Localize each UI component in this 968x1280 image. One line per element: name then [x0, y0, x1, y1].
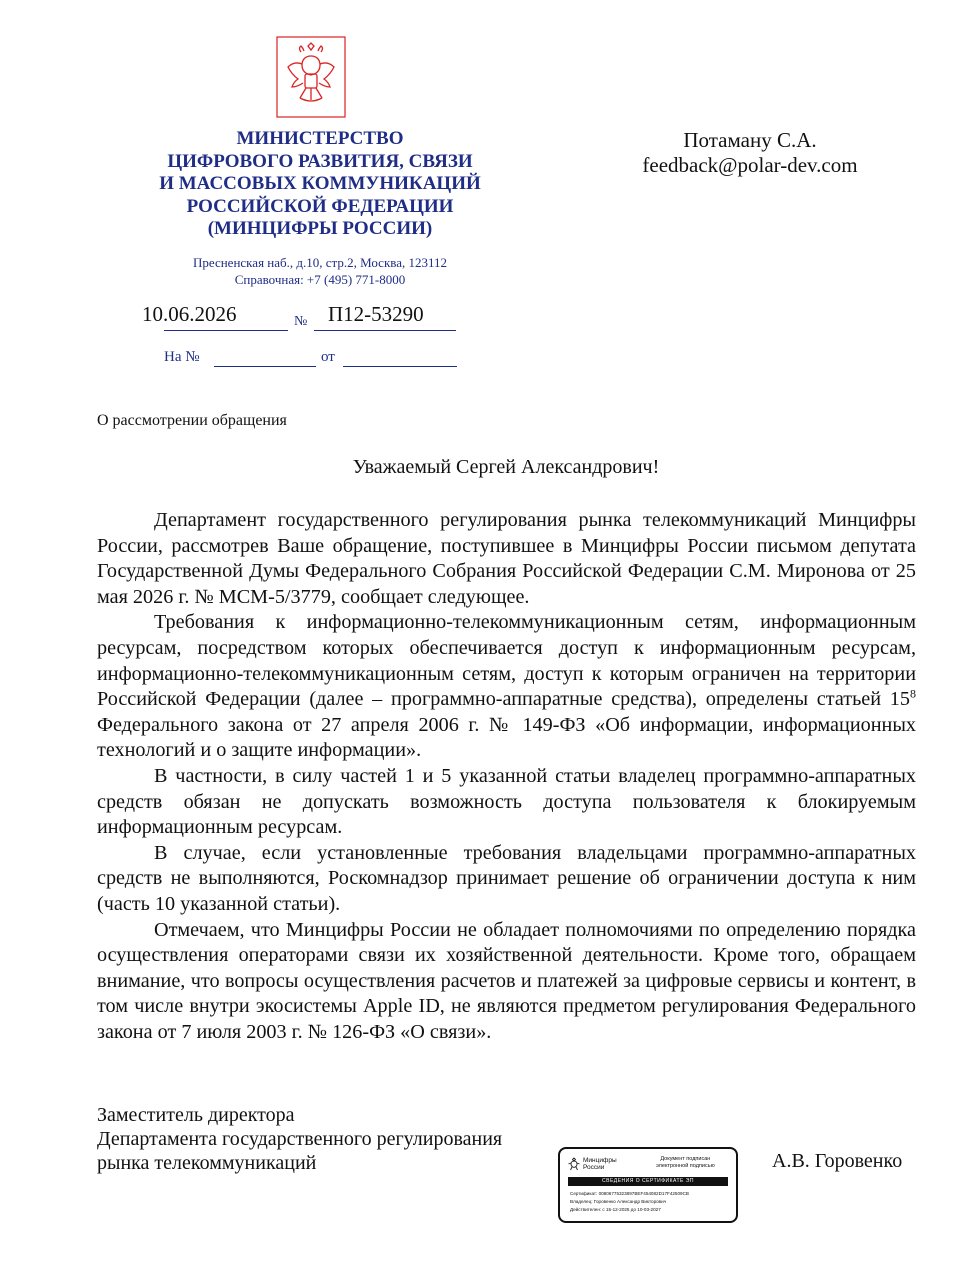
stamp-org	[583, 1157, 617, 1171]
ministry-line: И МАССОВЫХ КОММУНИКАЦИЙ	[159, 173, 481, 194]
date-underline	[164, 330, 288, 331]
address-line: Пресненская наб., д.10, стр.2, Москва, 123112	[192, 255, 448, 270]
stamp-doc-line: электронной подписью	[656, 1163, 715, 1169]
superscript: 8	[910, 686, 916, 701]
ministry-address	[110, 254, 530, 288]
emblem-icon	[568, 1157, 580, 1171]
registration-number: П12-53290	[328, 302, 424, 326]
position-line: Заместитель директора	[97, 1104, 295, 1126]
ministry-line: РОССИЙСКОЙ ФЕДЕРАЦИИ	[186, 195, 454, 217]
signatory-position	[97, 1103, 502, 1175]
stamp-doc-line: Документ подписан	[660, 1156, 711, 1162]
recipient-block	[600, 128, 900, 178]
owner-line: Владелец: Горовенко Александр Викторович	[570, 1199, 667, 1204]
body-paragraph: В частности, в силу частей 1 и 5 указанной статьи владелец программно-аппаратных средств обязан не допускать возможность доступа пользователя к блокируемым информационным ресурсам.	[97, 764, 916, 839]
number-sign: №	[294, 314, 308, 329]
stamp-details	[570, 1190, 689, 1214]
ministry-line: ЦИФРОВОГО РАЗВИТИЯ, СВЯЗИ	[167, 150, 473, 172]
position-line: Департамента государственного регулирования	[97, 1128, 503, 1150]
ministry-line: (МИНЦИФРЫ РОССИИ)	[207, 218, 433, 239]
stamp-title-bar: СВЕДЕНИЯ О СЕРТИФИКАТЕ ЭП	[568, 1177, 728, 1186]
signatory-name: А.В. Горовенко	[772, 1150, 903, 1172]
letter-body	[97, 508, 916, 1045]
phone-line: Справочная: +7 (495) 771-8000	[234, 272, 406, 287]
recipient-email: feedback@polar-dev.com	[642, 153, 858, 177]
reply-to-blank	[214, 366, 316, 367]
body-text: Федерального закона от 27 апреля 2006 г. № 149-ФЗ «Об информации, информационных технологий и о защите информации».	[97, 713, 916, 762]
body-paragraph	[97, 610, 916, 764]
body-paragraph: Департамент государственного регулирования рынка телекоммуникаций Минцифры России, рассмотрев Ваше обращение, поступившее в Минцифры России письмом депутата Государственной Думы Федерального Собрания Российской Федерации С.М. Миронова от 25 мая 2026 г. № МСМ-5/3779, сообщает следующее.	[97, 509, 916, 608]
stamp-org-line: Минцифры	[583, 1157, 617, 1164]
stamp-header	[568, 1155, 732, 1179]
registration-date: 10.06.2026	[142, 302, 237, 326]
certificate-line: Сертификат: 00806775323897BEF454082D17F42509CB	[570, 1191, 689, 1196]
ministry-line: МИНИСТЕРСТВО	[236, 128, 404, 149]
recipient-name: Потаману С.А.	[683, 128, 817, 152]
body-paragraph: Отмечаем, что Минцифры России не обладает полномочиями по определению порядка осуществления операторами связи их хозяйственной деятельности. Кроме того, обращаем внимание, что вопросы осуществления расчетов и платежей за цифровые сервисы и контент, в том числе внутри экосистемы Apple ID, не являются предметом регулирования Федерального закона от 7 июля 2003 г. № 126-ФЗ «О связи».	[97, 918, 916, 1043]
position-line: рынка телекоммуникаций	[97, 1152, 317, 1174]
greeting: Уважаемый Сергей Александрович!	[352, 456, 660, 478]
from-label: от	[321, 349, 335, 365]
body-paragraph: В случае, если установленные требования владельцами программно-аппаратных средств не выполняются, Роскомнадзор принимает решение об ограничении доступа к ним (часть 10 указанной статьи).	[97, 841, 916, 915]
coat-of-arms-icon	[276, 36, 346, 118]
stamp-org-line: России	[583, 1164, 605, 1171]
validity-line: Действителен: с 15-12-2025 до 10-03-2027	[570, 1207, 661, 1212]
from-blank	[343, 366, 457, 367]
reply-to-label: На №	[164, 349, 200, 365]
body-text: Требования к информационно-телекоммуникационным сетям, информационным ресурсам, посредством которых обеспечивается доступ к информационным ресурсам, информационно-телекоммуникационным сетям, доступ к которым ограничен на территории Российской Федерации (далее – программно-аппаратные средства), определены статьей 15	[97, 611, 916, 711]
electronic-signature-stamp	[558, 1147, 738, 1223]
ministry-name	[110, 128, 530, 241]
letter-subject: О рассмотрении обращения	[97, 412, 287, 429]
stamp-doc-note	[656, 1156, 715, 1170]
number-underline	[314, 330, 456, 331]
